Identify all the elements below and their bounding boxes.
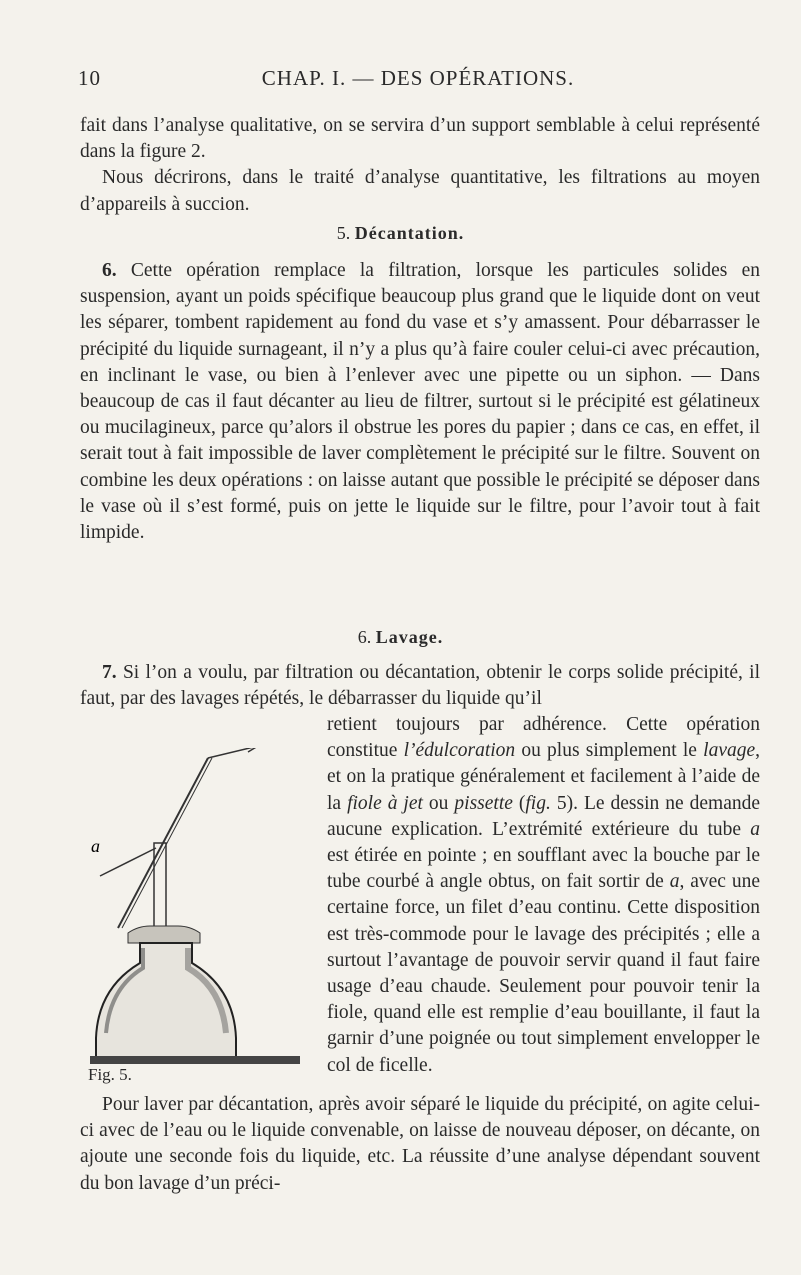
column-text-e: ( <box>518 792 526 814</box>
term-tube-a: a <box>750 818 760 840</box>
figure-reference: fig. <box>525 792 551 814</box>
column-text-f: 5). Le dessin ne demande aucune explication. L’extrémité extérieure du tube <box>327 792 760 840</box>
section-5-paragraph <box>80 258 760 546</box>
running-header <box>78 66 758 96</box>
term-pissette: pissette <box>454 792 513 814</box>
section-6-number: 6. <box>357 627 372 647</box>
column-text-a: retient toujours par adhérence. Cette opération constitue <box>327 714 760 762</box>
column-text-d: ou <box>428 792 449 814</box>
term-edulcoration: l’édulcoration <box>403 740 516 762</box>
column-text-h: , avec une certaine force, un filet d’eau continu. Cette disposition est très-commode pour le lavage des précipités ; elle a surtout l’avantage de pouvoir servir quand il faut faire usage d’eau chaude. Seulement pour pouvoir tenir la fiole, quand elle est remplie d’eau bouillante, il faut la garnir d’une poignée ou tout simplement envelopper le col de ficelle. <box>327 871 760 1076</box>
figure-label-a: a <box>91 836 100 856</box>
section-6-tail-paragraph: Pour laver par décantation, après avoir séparé le liquide du précipité, on agite celui-ci avec de l’eau ou le liquide convenable, on laisse de nouveau déposer, on décante, on ajoute une seconde fois du liquide, etc. La réussite d’une analyse dépendant souvent du bon lavage d’un préci- <box>80 1094 760 1194</box>
section-5-number: 5. <box>336 223 351 243</box>
section-6-tail <box>80 1092 760 1197</box>
term-lavage: lavage <box>703 740 756 762</box>
figure-caption: Fig. 5. <box>88 1065 132 1084</box>
section-5-body <box>80 258 760 546</box>
term-fiole-a-jet: fiole à jet <box>347 792 423 814</box>
paragraph-number-7: 7. <box>102 662 117 683</box>
paragraph-number-6: 6. <box>102 260 117 281</box>
nozzle-tip <box>208 748 258 758</box>
section-6-lead-paragraph <box>80 660 760 712</box>
section-6-lead <box>80 660 760 712</box>
stopper <box>128 926 200 943</box>
section-6-heading <box>0 627 801 648</box>
section-6-lead-text: Si l’on a voulu, par filtration ou décantation, obtenir le corps solide précipité, il faut, par des lavages répétés, le débarrasser du liquide qu’il <box>80 662 761 710</box>
intro-paragraph-1: fait dans l’analyse qualitative, on se servira d’un support semblable à celui représenté dans la figure 2. <box>80 115 760 163</box>
wash-bottle-figure <box>88 748 318 1068</box>
section-6-column-text <box>327 712 760 1079</box>
base-line <box>90 1056 300 1064</box>
page-number: 10 <box>78 66 101 90</box>
section-5-text: Cette opération remplace la filtration, lorsque les particules solides en suspension, ayant un poids spécifique beaucoup plus grand que le liquide dont on veut les séparer, tombent rapidement au fond du vase et s’y amassent. Pour débarrasser le précipité du liquide surnageant, il n’y a plus qu’à faire couler celui-ci avec précaution, en inclinant le vase, ou bien à l’enlever avec une pipette ou un siphon. — Dans beaucoup de cas il faut décanter au lieu de filtrer, surtout si le précipité est gélatineux ou mucilagineux, parce qu’alors il obstrue les pores du papier ; dans ce cas, en effet, il serait tout à fait impossible de laver complètement le précipité sur le filtre. Souvent on combine les deux opérations : on laisse autant que possible le précipité se déposer dans le vase où il s’est formé, puis on jette le liquide sur le filtre, pour l’avoir tout à fait limpide. <box>80 260 761 544</box>
section-6-column-paragraph <box>327 712 760 1079</box>
chapter-title: CHAP. I. — DES OPÉRATIONS. <box>261 66 575 90</box>
column-text-b: ou plus simplement le <box>521 740 697 762</box>
section-5-heading <box>0 223 801 244</box>
intro-text <box>80 113 760 218</box>
term-a-repeat: a <box>669 871 680 893</box>
column-text-c: , et on la pratique généralement et facilement à l’aide de la <box>327 740 761 814</box>
section-5-title: Décantation. <box>354 223 465 243</box>
section-6-title: Lavage. <box>375 627 444 647</box>
intro-paragraph-2: Nous décrirons, dans le traité d’analyse quantitative, les filtrations au moyen d’appareils à succion. <box>80 167 760 215</box>
delivery-tube-inner <box>122 758 212 928</box>
column-text-g: est étirée en pointe ; en soufflant avec la bouche par le tube courbé à angle obtus, on fait sortir de <box>327 845 760 893</box>
